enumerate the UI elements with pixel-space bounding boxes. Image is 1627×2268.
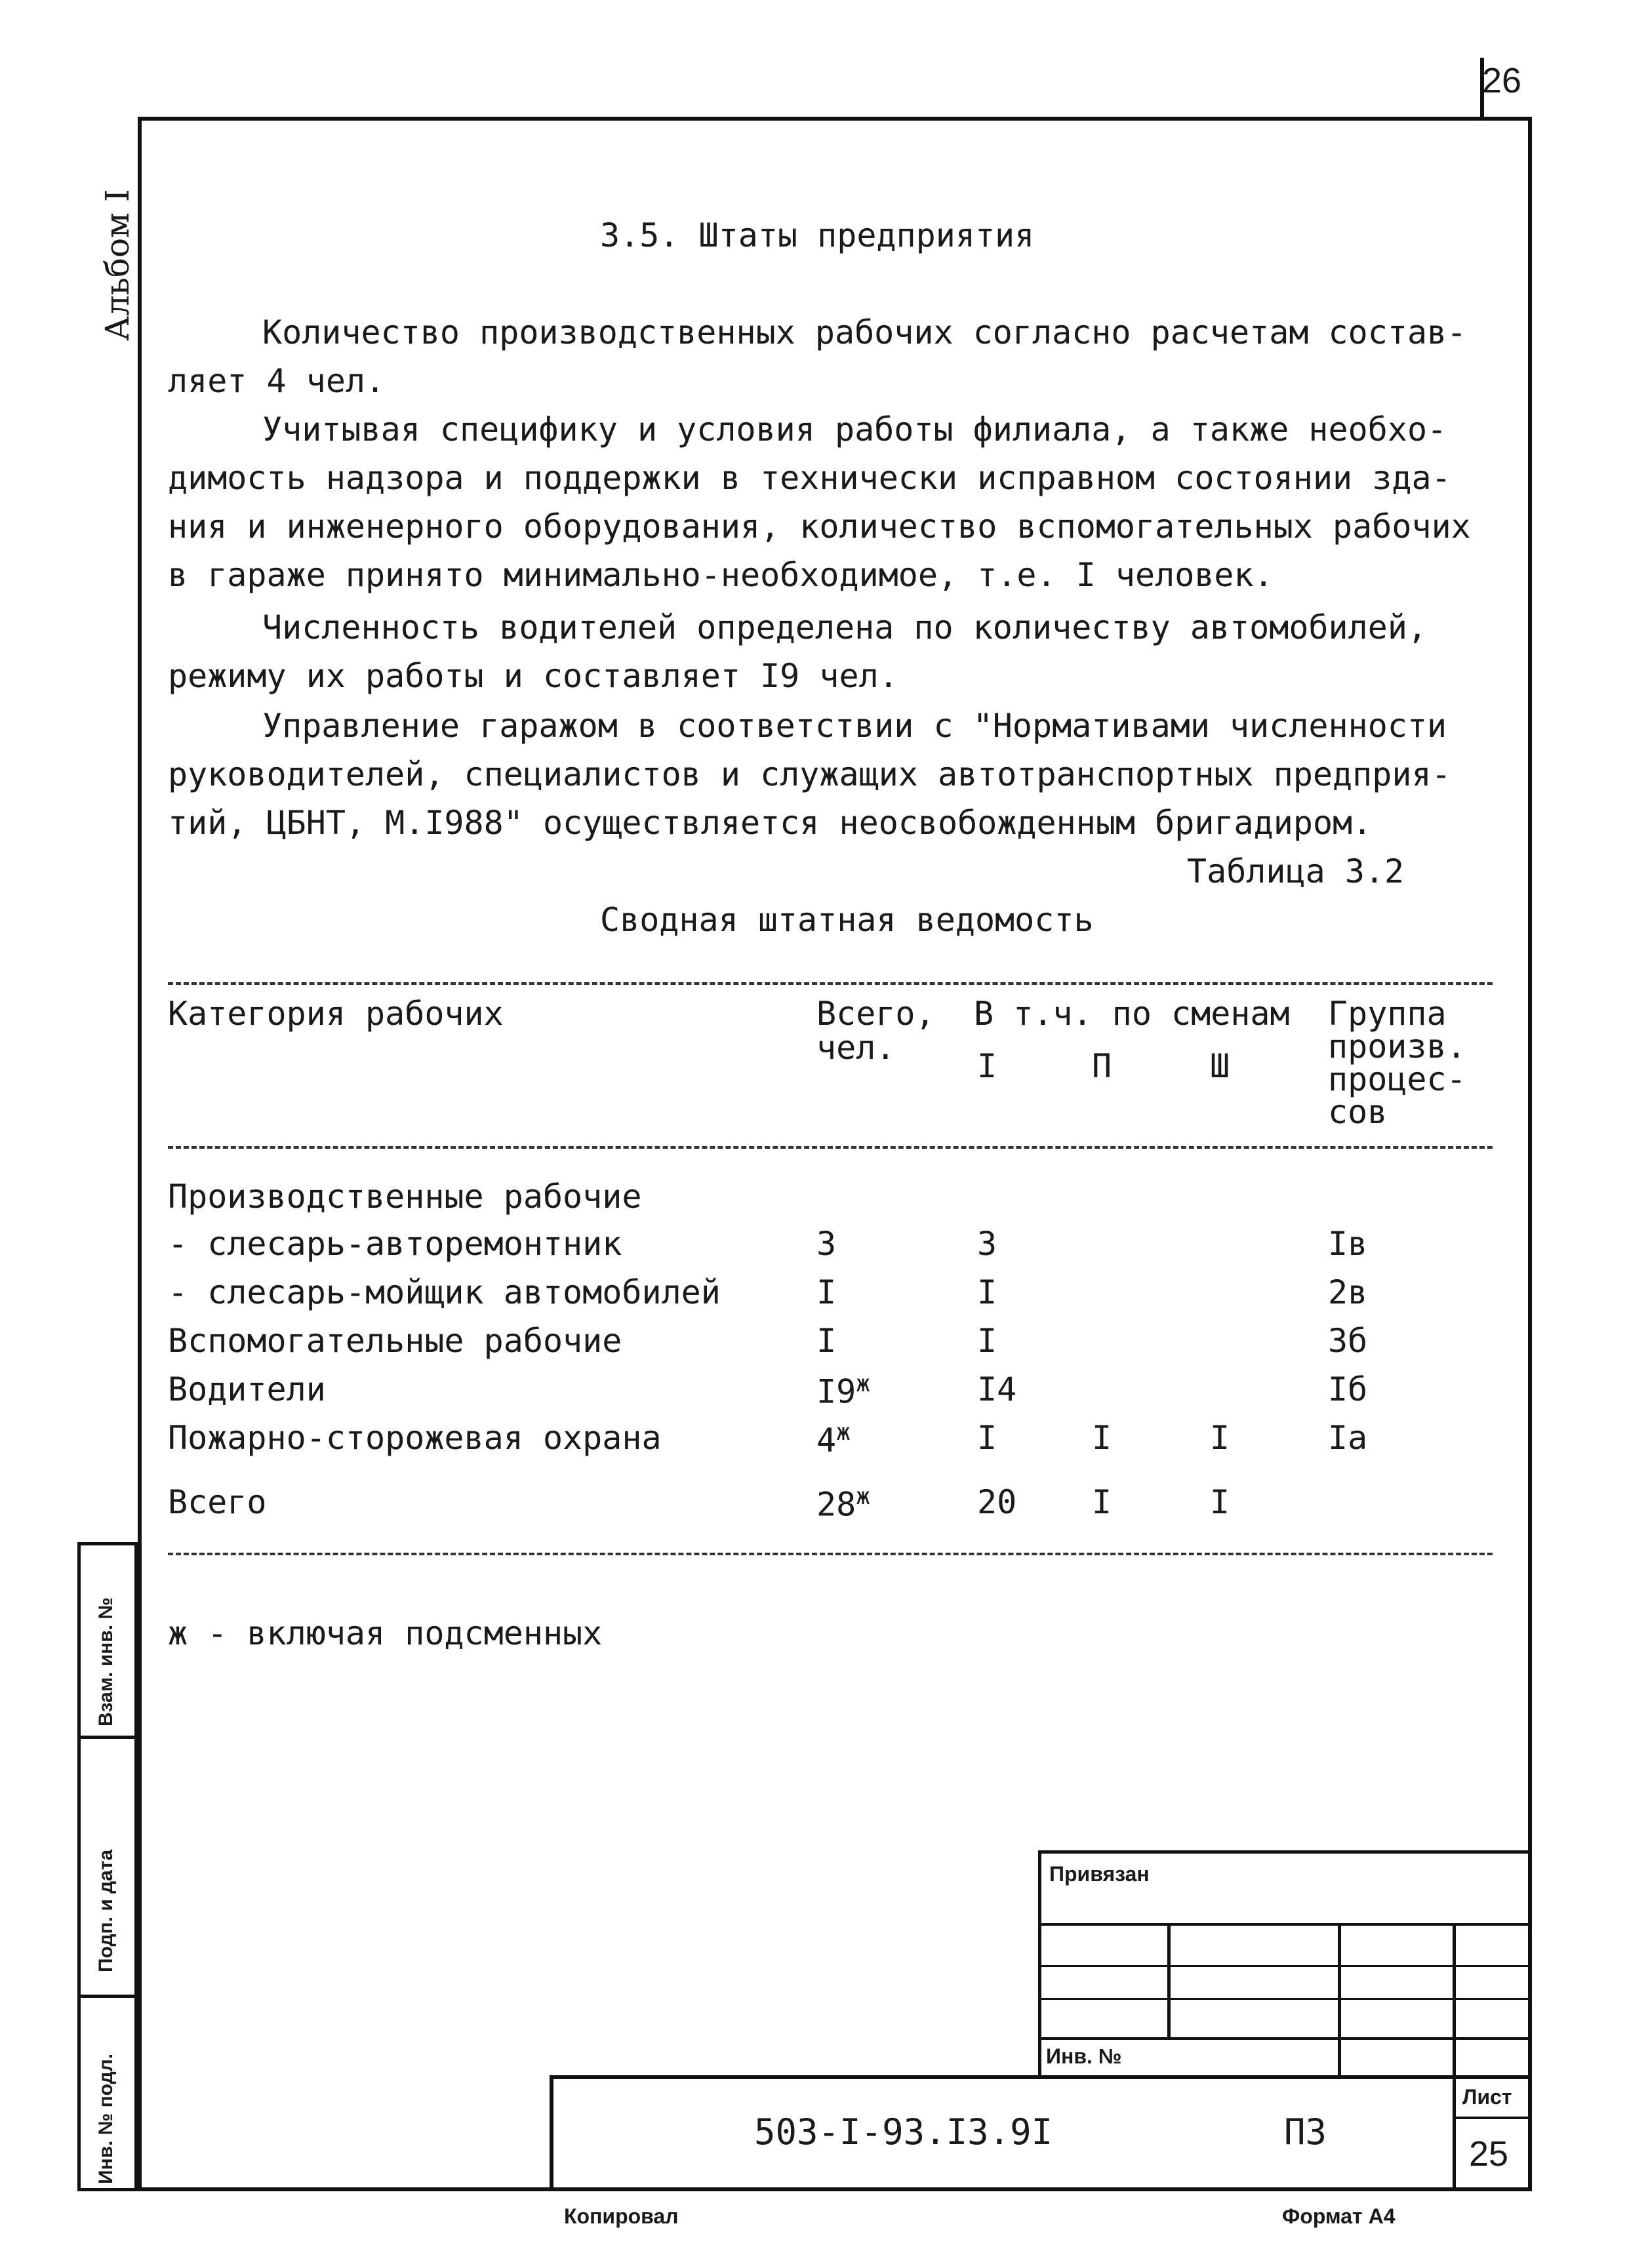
album-label: Альбом I [98,189,136,341]
side-box-vzam [77,1542,138,1739]
paragraph-line: димость надзора и поддержки в технически исправном состоянии зда- [168,459,1451,497]
footnote-mark: ж [856,1483,870,1510]
stamp-line [550,2075,553,2191]
row-group: 3б [1328,1322,1368,1360]
stamp-line [1453,1923,1456,2077]
footnote-mark: ж [836,1419,851,1446]
header-group-line4: сов [1328,1093,1388,1131]
paragraph-line: ляет 4 чел. [168,362,386,400]
stamp-line [1038,1850,1041,2077]
side-label-vzam: Взам. инв. № [95,1597,117,1726]
row-total: 28 [816,1485,856,1524]
row-category: Пожарно-сторожевая охрана [168,1419,662,1457]
row-total: I [816,1273,837,1311]
row-shift-2: I [1092,1483,1112,1521]
row-category: - слесарь-мойщик автомобилей [168,1273,721,1311]
row-total: 3 [816,1225,837,1263]
table-top-rule [168,982,1493,985]
stamp-line [1038,1850,1530,1854]
row-shift-1: 3 [977,1225,997,1263]
row-category: Всего [168,1483,267,1521]
header-group-line2: произв. [1328,1027,1466,1065]
paragraph-line: руководителей, специалистов и служащих автотранспортных предприя- [168,755,1451,793]
paragraph-line: режиму их работы и составляет I9 чел. [168,657,898,695]
stamp-doc-code: 503-I-93.I3.9I [754,2111,1053,2153]
table-title: Сводная штатная ведомость [600,901,1094,939]
row-group: Iб [1328,1370,1368,1408]
row-group: Iа [1328,1419,1368,1457]
row-shift-1: I4 [977,1370,1017,1408]
row-category: - слесарь-авторемонтник [168,1225,622,1263]
stamp-line [1038,1965,1530,1967]
row-total-cell [816,1483,870,1524]
paragraph-line: Количество производственных рабочих согласно расчетам состав- [262,313,1467,351]
row-total: 4 [816,1421,837,1460]
stamp-privyazan: Привязан [1049,1862,1150,1886]
paragraph-line: Учитывая специфику и условия работы филиала, а также необхо- [262,410,1447,448]
paragraph-line: Численность водителей определена по количеству автомобилей, [262,608,1428,647]
stamp-doc-type: ПЗ [1284,2111,1327,2153]
stamp-line [1038,2037,1530,2040]
header-category: Категория рабочих [168,995,504,1033]
row-shift-1: I [977,1322,997,1360]
row-shift-1: I [977,1273,997,1311]
row-shift-3: I [1210,1483,1230,1521]
stamp-inv-no: Инв. № [1046,2044,1122,2068]
stamp-line [1453,2117,1530,2119]
header-shifts: В т.ч. по сменам [974,995,1290,1033]
table-bottom-rule [168,1553,1493,1555]
paragraph-line: тий, ЦБНТ, М.I988" осуществляется неосвобожденным бригадиром. [168,804,1373,842]
row-category: Вспомогательные рабочие [168,1322,622,1360]
row-shift-1: I [977,1419,997,1457]
stamp-line [1038,1923,1530,1926]
row-group: Iв [1328,1225,1368,1263]
footer-copied: Копировал [564,2204,679,2228]
header-total-line1: Всего, [816,995,935,1033]
stamp-sheet-number: 25 [1469,2134,1509,2174]
row-group: 2в [1328,1273,1368,1311]
footer-format: Формат А4 [1282,2204,1396,2228]
stamp-line [1038,1998,1530,2000]
side-label-inv-podl: Инв. № подл. [95,2053,117,2184]
stamp-line [1338,1923,1341,2077]
row-total-cell [816,1370,870,1411]
header-shift-2: П [1092,1047,1112,1085]
stamp-line [1167,1923,1171,2037]
row-category: Водители [168,1370,326,1408]
header-group-line3: процес- [1328,1060,1466,1098]
header-shift-3: Ш [1210,1047,1230,1085]
footnote: ж - включая подсменных [168,1614,603,1652]
stamp-sheet-label: Лист [1462,2085,1512,2109]
row-total: I [816,1322,837,1360]
page-number-top: 26 [1482,61,1522,100]
row-total-cell [816,1419,851,1460]
paragraph-line: ния и инженерного оборудования, количество вспомогательных рабочих [168,507,1471,546]
side-label-podp: Подп. и дата [95,1849,117,1972]
row-category: Производственные рабочие [168,1178,642,1216]
side-box-podp [77,1736,138,1998]
table-header-rule [168,1146,1493,1149]
stamp-line [1453,2075,1456,2191]
row-shift-1: 20 [977,1483,1017,1521]
footnote-mark: ж [856,1370,870,1397]
side-box-inv-podl [77,1995,138,2191]
row-shift-3: I [1210,1419,1230,1457]
table-number: Таблица 3.2 [1187,852,1405,890]
header-shift-1: I [977,1047,997,1085]
paragraph-line: в гараже принято минимально-необходимое, т.е. I человек. [168,556,1274,594]
section-title: 3.5. Штаты предприятия [600,216,1035,254]
row-shift-2: I [1092,1419,1112,1457]
header-group-line1: Группа [1328,995,1447,1033]
header-total-line2: чел. [816,1029,896,1067]
paragraph-line: Управление гаражом в соответствии с "Нормативами численности [262,707,1447,745]
stamp-line [550,2075,1530,2079]
row-total: I9 [816,1372,856,1411]
